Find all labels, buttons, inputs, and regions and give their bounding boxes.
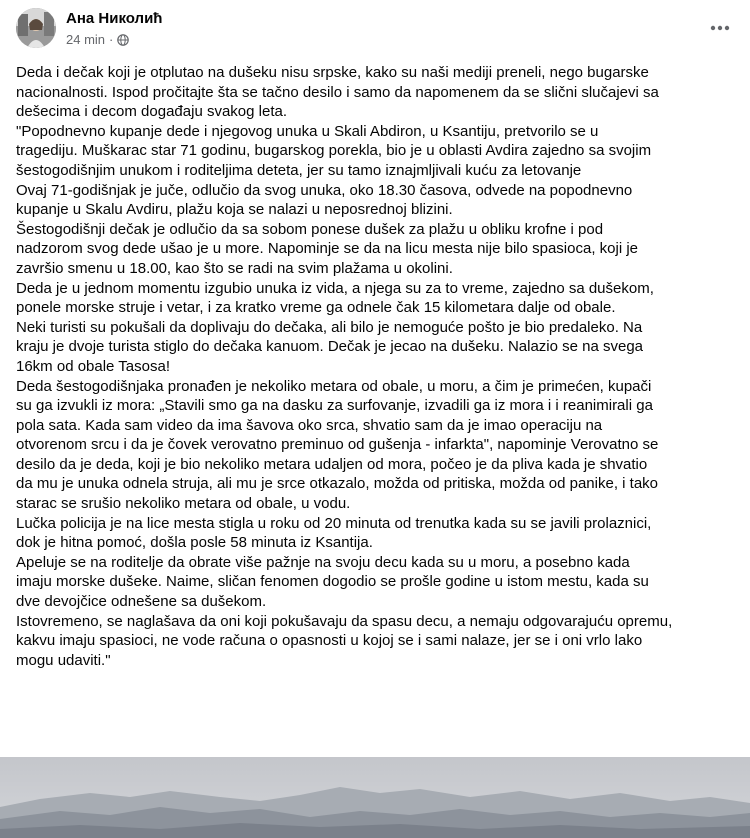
globe-icon [117,34,129,46]
post-header [16,6,734,54]
post-meta [66,32,129,47]
meta-separator: · [109,32,114,47]
mountain-landscape-image [0,757,750,838]
author-name[interactable]: Ана Николић [66,10,163,27]
post-text: Deda i dečak koji je otplutao na dušeku nisu srpske, kako su naši mediji preneli, nego bugarske nacionalnosti. Ispod pročitajte šta se tačno desilo i samo da napomenem da se slični slučajevi sa dešecima i decom događaju svakog leta. "Popodnevno kupanje dede i njegovog unuka u Skali Abdiron, u Ksantiju, pretvorilo se u tragediju. Muškarac star 71 godinu, bugarskog porekla, bio je u oblasti Avdira zajedno sa svojim šestogodišnjim unukom i roditeljima deteta, jer su tamo iznajmljivali kuću za letovanje Ovaj 71-godišnjak je juče, odlučio da svog unuka, oko 18.30 časova, odvede na popodnevno kupanje u Skalu Avdiru, plažu koja se nalazi u neposrednoj blizini. Šestogodišnji dečak je odlučio da sa sobom ponese dušek za plažu u obliku krofne i pod nadzorom svog dede ušao je u more. Napominje se da na licu mesta nije bilo spasioca, koji je završio smenu u 18.00, kao što se radi na svim plažama u okolini. Deda je u jednom momentu izgubio unuka iz vida, a njega su za to vreme, zajedno sa dušekom, ponele morske struje i vetar, i za kratko vreme ga odnele čak 15 kilometara dalje od obale. Neki turisti su pokušali da doplivaju do dečaka, ali bilo je nemoguće pošto je bio predaleko. Na kraju je dvoje turista stiglo do dečaka kanuom. Dečak je jecao na dušeku. Nalazio se na svega 16km od obale Tasosa! Deda šestogodišnjaka pronađen je nekoliko metara od obale, u moru, a čim je primećen, kupači su ga izvukli iz mora: „Stavili smo ga na dasku za surfovanje, izvadili ga iz mora i i reanimirali ga pola sata. Kada sam video da ima šavova oko srca, shvatio sam da je imao operaciju na otvorenom srcu i da je čovek verovatno preminuo od gušenja - infarkta", napominje Verovatno se desilo da je deda, koji je bio nekoliko metara udaljen od mora, počeo je da pliva kada je shvatio da mu je unuka odnela struja, ali mu je srce otkazalo, možda od pritiska, možda od panike, i tako starac se srušio nekoliko metara od obale, u vodu. Lučka policija je na lice mesta stigla u roku od 20 minuta od trenutka kada su se javili prolaznici, dok je hitna pomoć, došla posle 58 minuta iz Ksantija. Apeluje se na roditelje da obrate više pažnje na svoju decu kada su u moru, a posebno kada imaju morske dušeke. Naime, sličan fenomen dogodio se prošle godine u istom mestu, kada su dve devojčice odnešene sa dušekom. Istovremeno, se naglašava da oni koji pokušavaju da spasu decu, a nemaju odgovarajuću opremu, kakvu imaju spasioci, ne vode računa o opasnosti u kojoj se i sami nalaze, jer se i oni vrlo lako mogu udaviti." [16,64,673,669]
avatar-photo [16,8,56,48]
author-avatar[interactable] [16,8,56,48]
more-options-icon[interactable] [708,16,732,40]
post-photo[interactable] [0,757,750,838]
post-time[interactable]: 24 min [66,32,106,47]
